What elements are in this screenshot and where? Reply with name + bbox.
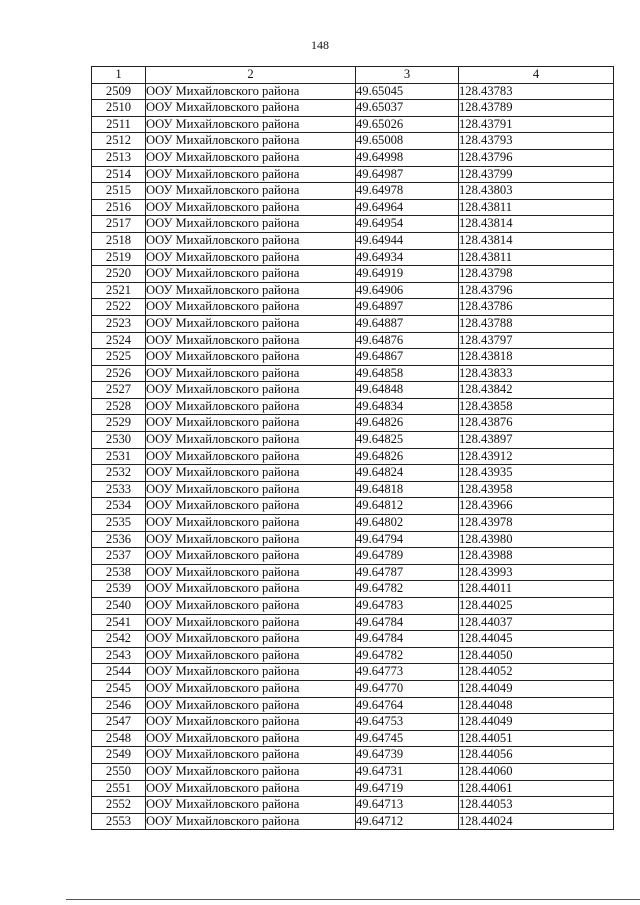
latitude-cell: 49.64731 — [356, 763, 459, 780]
longitude-cell: 128.43958 — [459, 481, 614, 498]
organization-cell: ООУ Михайловского района — [146, 631, 356, 648]
table-row — [92, 548, 614, 565]
organization-cell: ООУ Михайловского района — [146, 199, 356, 216]
longitude-cell: 128.43818 — [459, 349, 614, 366]
table-row — [92, 83, 614, 100]
longitude-cell: 128.43799 — [459, 166, 614, 183]
latitude-cell: 49.64954 — [356, 216, 459, 233]
column-header-1: 1 — [92, 67, 146, 84]
latitude-cell: 49.64782 — [356, 647, 459, 664]
longitude-cell: 128.43798 — [459, 266, 614, 283]
table-row — [92, 763, 614, 780]
longitude-cell: 128.44049 — [459, 680, 614, 697]
longitude-cell: 128.43788 — [459, 315, 614, 332]
organization-cell: ООУ Михайловского района — [146, 714, 356, 731]
row-number-cell: 2525 — [92, 349, 146, 366]
organization-cell: ООУ Михайловского района — [146, 432, 356, 449]
row-number-cell: 2544 — [92, 664, 146, 681]
latitude-cell: 49.64998 — [356, 149, 459, 166]
longitude-cell: 128.43988 — [459, 548, 614, 565]
organization-cell: ООУ Михайловского района — [146, 581, 356, 598]
latitude-cell: 49.64987 — [356, 166, 459, 183]
latitude-cell: 49.64848 — [356, 382, 459, 399]
latitude-cell: 49.64802 — [356, 515, 459, 532]
table-row — [92, 647, 614, 664]
organization-cell: ООУ Михайловского района — [146, 747, 356, 764]
organization-cell: ООУ Михайловского района — [146, 266, 356, 283]
table-row — [92, 216, 614, 233]
organization-cell: ООУ Михайловского района — [146, 647, 356, 664]
organization-cell: ООУ Михайловского района — [146, 183, 356, 200]
organization-cell: ООУ Михайловского района — [146, 116, 356, 133]
longitude-cell: 128.43797 — [459, 332, 614, 349]
row-number-cell: 2543 — [92, 647, 146, 664]
table-row — [92, 498, 614, 515]
row-number-cell: 2515 — [92, 183, 146, 200]
organization-cell: ООУ Михайловского района — [146, 382, 356, 399]
organization-cell: ООУ Михайловского района — [146, 282, 356, 299]
longitude-cell: 128.43980 — [459, 531, 614, 548]
longitude-cell: 128.43796 — [459, 282, 614, 299]
organization-cell: ООУ Михайловского района — [146, 216, 356, 233]
row-number-cell: 2520 — [92, 266, 146, 283]
row-number-cell: 2509 — [92, 83, 146, 100]
latitude-cell: 49.64713 — [356, 797, 459, 814]
page-number: 148 — [311, 38, 329, 52]
table-row — [92, 448, 614, 465]
latitude-cell: 49.64739 — [356, 747, 459, 764]
latitude-cell: 49.64719 — [356, 780, 459, 797]
latitude-cell: 49.64773 — [356, 664, 459, 681]
organization-cell: ООУ Михайловского района — [146, 730, 356, 747]
longitude-cell: 128.43789 — [459, 100, 614, 117]
row-number-cell: 2533 — [92, 481, 146, 498]
table-row — [92, 531, 614, 548]
organization-cell: ООУ Михайловского района — [146, 299, 356, 316]
table-row — [92, 100, 614, 117]
latitude-cell: 49.64858 — [356, 365, 459, 382]
organization-cell: ООУ Михайловского района — [146, 531, 356, 548]
table-row — [92, 149, 614, 166]
latitude-cell: 49.64978 — [356, 183, 459, 200]
row-number-cell: 2511 — [92, 116, 146, 133]
table-row — [92, 631, 614, 648]
latitude-cell: 49.65045 — [356, 83, 459, 100]
table-row — [92, 432, 614, 449]
table-row — [92, 249, 614, 266]
organization-cell: ООУ Михайловского района — [146, 481, 356, 498]
row-number-cell: 2522 — [92, 299, 146, 316]
row-number-cell: 2519 — [92, 249, 146, 266]
table-row — [92, 481, 614, 498]
table-row — [92, 780, 614, 797]
longitude-cell: 128.44024 — [459, 813, 614, 830]
row-number-cell: 2530 — [92, 432, 146, 449]
organization-cell: ООУ Михайловского района — [146, 249, 356, 266]
row-number-cell: 2521 — [92, 282, 146, 299]
table-row — [92, 166, 614, 183]
table-row — [92, 232, 614, 249]
row-number-cell: 2542 — [92, 631, 146, 648]
longitude-cell: 128.43897 — [459, 432, 614, 449]
longitude-cell: 128.44045 — [459, 631, 614, 648]
coordinates-table — [91, 66, 614, 830]
longitude-cell: 128.43876 — [459, 415, 614, 432]
organization-cell: ООУ Михайловского района — [146, 232, 356, 249]
longitude-cell: 128.43966 — [459, 498, 614, 515]
column-header-4: 4 — [459, 67, 614, 84]
organization-cell: ООУ Михайловского района — [146, 498, 356, 515]
latitude-cell: 49.64867 — [356, 349, 459, 366]
row-number-cell: 2523 — [92, 315, 146, 332]
longitude-cell: 128.44061 — [459, 780, 614, 797]
row-number-cell: 2517 — [92, 216, 146, 233]
table-row — [92, 398, 614, 415]
row-number-cell: 2531 — [92, 448, 146, 465]
longitude-cell: 128.43935 — [459, 465, 614, 482]
longitude-cell: 128.44049 — [459, 714, 614, 731]
organization-cell: ООУ Михайловского района — [146, 100, 356, 117]
longitude-cell: 128.44011 — [459, 581, 614, 598]
organization-cell: ООУ Михайловского района — [146, 166, 356, 183]
longitude-cell: 128.44053 — [459, 797, 614, 814]
latitude-cell: 49.64764 — [356, 697, 459, 714]
latitude-cell: 49.64934 — [356, 249, 459, 266]
row-number-cell: 2529 — [92, 415, 146, 432]
latitude-cell: 49.64897 — [356, 299, 459, 316]
latitude-cell: 49.64770 — [356, 680, 459, 697]
row-number-cell: 2548 — [92, 730, 146, 747]
longitude-cell: 128.44060 — [459, 763, 614, 780]
organization-cell: ООУ Михайловского района — [146, 780, 356, 797]
row-number-cell: 2540 — [92, 598, 146, 615]
latitude-cell: 49.65037 — [356, 100, 459, 117]
longitude-cell: 128.43814 — [459, 216, 614, 233]
row-number-cell: 2516 — [92, 199, 146, 216]
row-number-cell: 2552 — [92, 797, 146, 814]
table-header — [92, 67, 614, 84]
longitude-cell: 128.43811 — [459, 199, 614, 216]
organization-cell: ООУ Михайловского района — [146, 332, 356, 349]
table-row — [92, 730, 614, 747]
row-number-cell: 2538 — [92, 564, 146, 581]
latitude-cell: 49.64818 — [356, 481, 459, 498]
table-row — [92, 199, 614, 216]
longitude-cell: 128.43993 — [459, 564, 614, 581]
organization-cell: ООУ Михайловского района — [146, 365, 356, 382]
latitude-cell: 49.64745 — [356, 730, 459, 747]
table-row — [92, 183, 614, 200]
organization-cell: ООУ Михайловского района — [146, 515, 356, 532]
organization-cell: ООУ Михайловского района — [146, 813, 356, 830]
latitude-cell: 49.65008 — [356, 133, 459, 150]
organization-cell: ООУ Михайловского района — [146, 448, 356, 465]
table-row — [92, 747, 614, 764]
row-number-cell: 2535 — [92, 515, 146, 532]
table-row — [92, 797, 614, 814]
organization-cell: ООУ Михайловского района — [146, 398, 356, 415]
longitude-cell: 128.44025 — [459, 598, 614, 615]
longitude-cell: 128.43786 — [459, 299, 614, 316]
row-number-cell: 2536 — [92, 531, 146, 548]
table-row — [92, 415, 614, 432]
table-row — [92, 299, 614, 316]
organization-cell: ООУ Михайловского района — [146, 315, 356, 332]
organization-cell: ООУ Михайловского района — [146, 83, 356, 100]
header-row — [92, 67, 614, 84]
longitude-cell: 128.43796 — [459, 149, 614, 166]
table-row — [92, 382, 614, 399]
longitude-cell: 128.44050 — [459, 647, 614, 664]
table-row — [92, 116, 614, 133]
longitude-cell: 128.43978 — [459, 515, 614, 532]
row-number-cell: 2518 — [92, 232, 146, 249]
latitude-cell: 49.64784 — [356, 614, 459, 631]
row-number-cell: 2545 — [92, 680, 146, 697]
latitude-cell: 49.64794 — [356, 531, 459, 548]
table-row — [92, 813, 614, 830]
organization-cell: ООУ Михайловского района — [146, 664, 356, 681]
row-number-cell: 2527 — [92, 382, 146, 399]
organization-cell: ООУ Михайловского района — [146, 797, 356, 814]
row-number-cell: 2534 — [92, 498, 146, 515]
row-number-cell: 2510 — [92, 100, 146, 117]
latitude-cell: 49.64753 — [356, 714, 459, 731]
row-number-cell: 2528 — [92, 398, 146, 415]
row-number-cell: 2546 — [92, 697, 146, 714]
row-number-cell: 2532 — [92, 465, 146, 482]
longitude-cell: 128.43814 — [459, 232, 614, 249]
latitude-cell: 49.64782 — [356, 581, 459, 598]
row-number-cell: 2549 — [92, 747, 146, 764]
footer-divider — [66, 899, 640, 900]
organization-cell: ООУ Михайловского района — [146, 548, 356, 565]
latitude-cell: 49.64812 — [356, 498, 459, 515]
table-row — [92, 614, 614, 631]
row-number-cell: 2513 — [92, 149, 146, 166]
longitude-cell: 128.44051 — [459, 730, 614, 747]
row-number-cell: 2537 — [92, 548, 146, 565]
table-row — [92, 564, 614, 581]
longitude-cell: 128.43858 — [459, 398, 614, 415]
latitude-cell: 49.64826 — [356, 415, 459, 432]
longitude-cell: 128.43833 — [459, 365, 614, 382]
longitude-cell: 128.43783 — [459, 83, 614, 100]
table-row — [92, 581, 614, 598]
longitude-cell: 128.43811 — [459, 249, 614, 266]
table-row — [92, 282, 614, 299]
table-row — [92, 133, 614, 150]
latitude-cell: 49.65026 — [356, 116, 459, 133]
row-number-cell: 2550 — [92, 763, 146, 780]
table-row — [92, 598, 614, 615]
table-row — [92, 664, 614, 681]
organization-cell: ООУ Михайловского района — [146, 149, 356, 166]
organization-cell: ООУ Михайловского района — [146, 349, 356, 366]
row-number-cell: 2526 — [92, 365, 146, 382]
latitude-cell: 49.64834 — [356, 398, 459, 415]
row-number-cell: 2541 — [92, 614, 146, 631]
table-row — [92, 365, 614, 382]
organization-cell: ООУ Михайловского района — [146, 465, 356, 482]
table-row — [92, 515, 614, 532]
latitude-cell: 49.64787 — [356, 564, 459, 581]
latitude-cell: 49.64906 — [356, 282, 459, 299]
organization-cell: ООУ Михайловского района — [146, 133, 356, 150]
column-header-2: 2 — [146, 67, 356, 84]
table-body — [92, 83, 614, 830]
organization-cell: ООУ Михайловского района — [146, 598, 356, 615]
organization-cell: ООУ Михайловского района — [146, 564, 356, 581]
row-number-cell: 2514 — [92, 166, 146, 183]
longitude-cell: 128.44048 — [459, 697, 614, 714]
latitude-cell: 49.64944 — [356, 232, 459, 249]
latitude-cell: 49.64887 — [356, 315, 459, 332]
longitude-cell: 128.44056 — [459, 747, 614, 764]
table-row — [92, 315, 614, 332]
longitude-cell: 128.43912 — [459, 448, 614, 465]
column-header-3: 3 — [356, 67, 459, 84]
latitude-cell: 49.64825 — [356, 432, 459, 449]
table-row — [92, 349, 614, 366]
row-number-cell: 2524 — [92, 332, 146, 349]
row-number-cell: 2512 — [92, 133, 146, 150]
organization-cell: ООУ Михайловского района — [146, 680, 356, 697]
table-row — [92, 332, 614, 349]
longitude-cell: 128.43791 — [459, 116, 614, 133]
table-row — [92, 465, 614, 482]
latitude-cell: 49.64784 — [356, 631, 459, 648]
organization-cell: ООУ Михайловского района — [146, 763, 356, 780]
longitude-cell: 128.43793 — [459, 133, 614, 150]
latitude-cell: 49.64824 — [356, 465, 459, 482]
latitude-cell: 49.64789 — [356, 548, 459, 565]
row-number-cell: 2539 — [92, 581, 146, 598]
longitude-cell: 128.43842 — [459, 382, 614, 399]
latitude-cell: 49.64964 — [356, 199, 459, 216]
row-number-cell: 2553 — [92, 813, 146, 830]
row-number-cell: 2547 — [92, 714, 146, 731]
table-row — [92, 697, 614, 714]
latitude-cell: 49.64826 — [356, 448, 459, 465]
longitude-cell: 128.44052 — [459, 664, 614, 681]
row-number-cell: 2551 — [92, 780, 146, 797]
organization-cell: ООУ Михайловского района — [146, 415, 356, 432]
table-row — [92, 680, 614, 697]
latitude-cell: 49.64876 — [356, 332, 459, 349]
longitude-cell: 128.44037 — [459, 614, 614, 631]
table-row — [92, 714, 614, 731]
latitude-cell: 49.64783 — [356, 598, 459, 615]
latitude-cell: 49.64919 — [356, 266, 459, 283]
table-row — [92, 266, 614, 283]
organization-cell: ООУ Михайловского района — [146, 697, 356, 714]
latitude-cell: 49.64712 — [356, 813, 459, 830]
organization-cell: ООУ Михайловского района — [146, 614, 356, 631]
longitude-cell: 128.43803 — [459, 183, 614, 200]
